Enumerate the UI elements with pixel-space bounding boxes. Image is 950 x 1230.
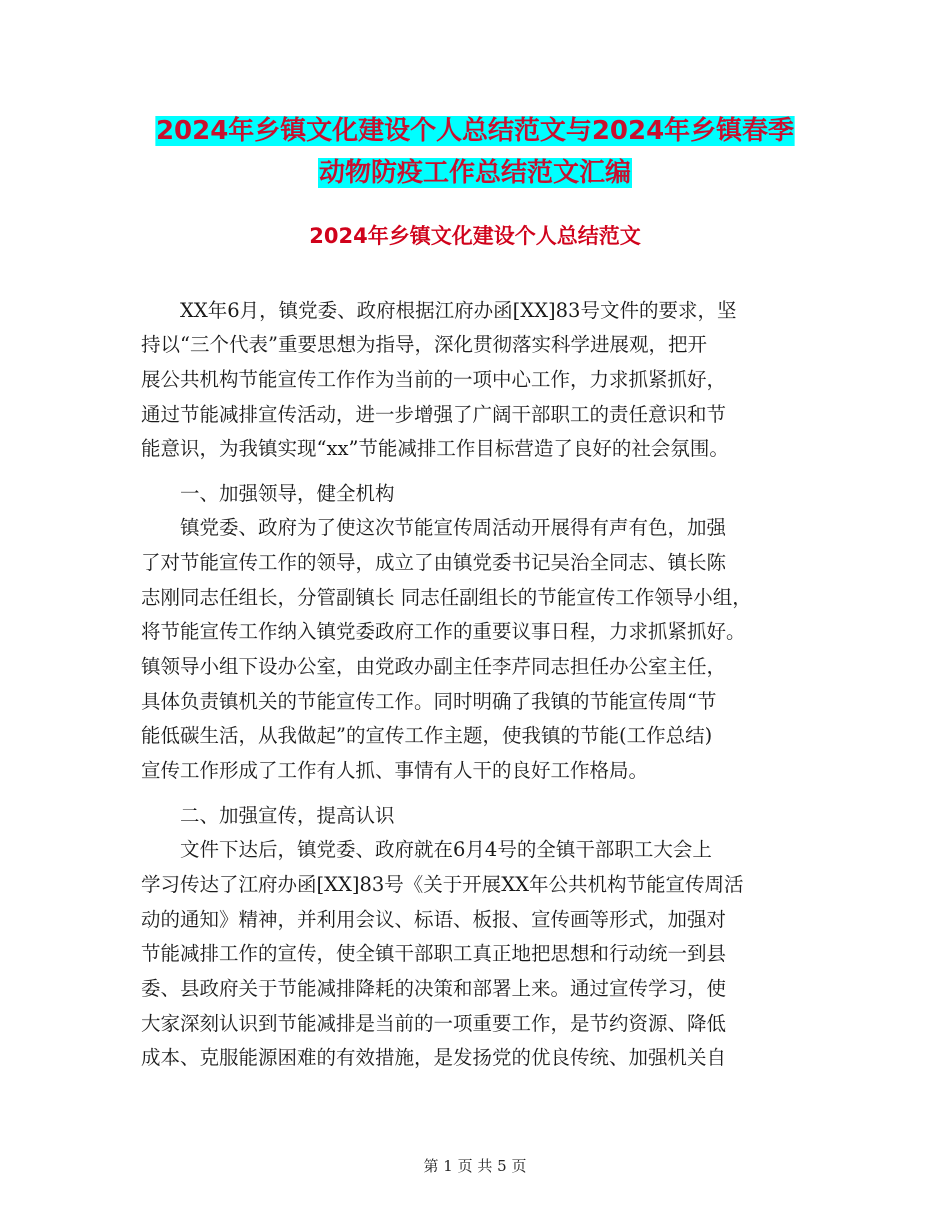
body-line: 镇党委、政府为了使这次节能宣传周活动开展得有声有色，加强 — [141, 516, 727, 539]
body-line: 具体负责镇机关的节能宣传工作。同时明确了我镇的节能宣传周“节 — [141, 690, 717, 713]
body-line: 委、县政府关于节能减排降耗的决策和部署上来。通过宣传学习，使 — [141, 977, 727, 1000]
body-line: 动的通知》精神，并利用会议、标语、板报、宣传画等形式，加强对 — [141, 908, 727, 931]
document-title-text-2: 动物防疫工作总结范文汇编 — [318, 158, 631, 188]
body-line: 展公共机构节能宣传工作作为当前的一项中心工作，力求抓紧抓好， — [141, 368, 727, 391]
document-title-text-1: 2024年乡镇文化建设个人总结范文与2024年乡镇春季 — [155, 116, 794, 146]
section-heading-2: 二、加强宣传，提高认识 — [141, 804, 395, 827]
body-line: XX年6月，镇党委、政府根据江府办函[XX]83号文件的要求，坚 — [141, 299, 737, 322]
body-line: 将节能宣传工作纳入镇党委政府工作的重要议事日程，力求抓紧抓好。 — [141, 620, 746, 643]
page-number-footer: 第 1 页 共 5 页 — [423, 1157, 527, 1175]
document-title-line-1 — [1, 114, 950, 148]
body-line: 宣传工作形成了工作有人抓、事情有人干的良好工作格局。 — [141, 759, 649, 782]
body-line: 能意识，为我镇实现“xx”节能减排工作目标营造了良好的社会氛围。 — [141, 437, 729, 460]
body-line: 志刚同志任组长，分管副镇长 同志任副组长的节能宣传工作领导小组， — [141, 586, 752, 609]
body-line: 文件下达后，镇党委、政府就在6月4号的全镇干部职工大会上 — [141, 838, 712, 861]
body-line: 节能减排工作的宣传，使全镇干部职工真正地把思想和行动统一到县 — [141, 942, 727, 965]
body-line: 通过节能减排宣传活动，进一步增强了广阔干部职工的责任意识和节 — [141, 403, 727, 426]
body-line: 能低碳生活，从我做起”的宣传工作主题，使我镇的节能(工作总结) — [141, 724, 713, 747]
body-line: 成本、克服能源困难的有效措施，是发扬党的优良传统、加强机关自 — [141, 1046, 727, 1069]
section-heading-1: 一、加强领导，健全机构 — [141, 482, 395, 505]
document-title-line-2 — [0, 156, 950, 190]
body-line: 大家深刻认识到节能减排是当前的一项重要工作，是节约资源、降低 — [141, 1012, 727, 1035]
body-line: 持以“三个代表”重要思想为指导，深化贯彻落实科学进展观，把开 — [141, 333, 707, 356]
body-line: 镇领导小组下设办公室，由党政办副主任李芹同志担任办公室主任， — [141, 655, 727, 678]
body-line: 学习传达了江府办函[XX]83号《关于开展XX年公共机构节能宣传周活 — [141, 873, 744, 896]
body-line: 了对节能宣传工作的领导，成立了由镇党委书记吴治全同志、镇长陈 — [141, 551, 727, 574]
section-subtitle: 2024年乡镇文化建设个人总结范文 — [309, 224, 641, 248]
